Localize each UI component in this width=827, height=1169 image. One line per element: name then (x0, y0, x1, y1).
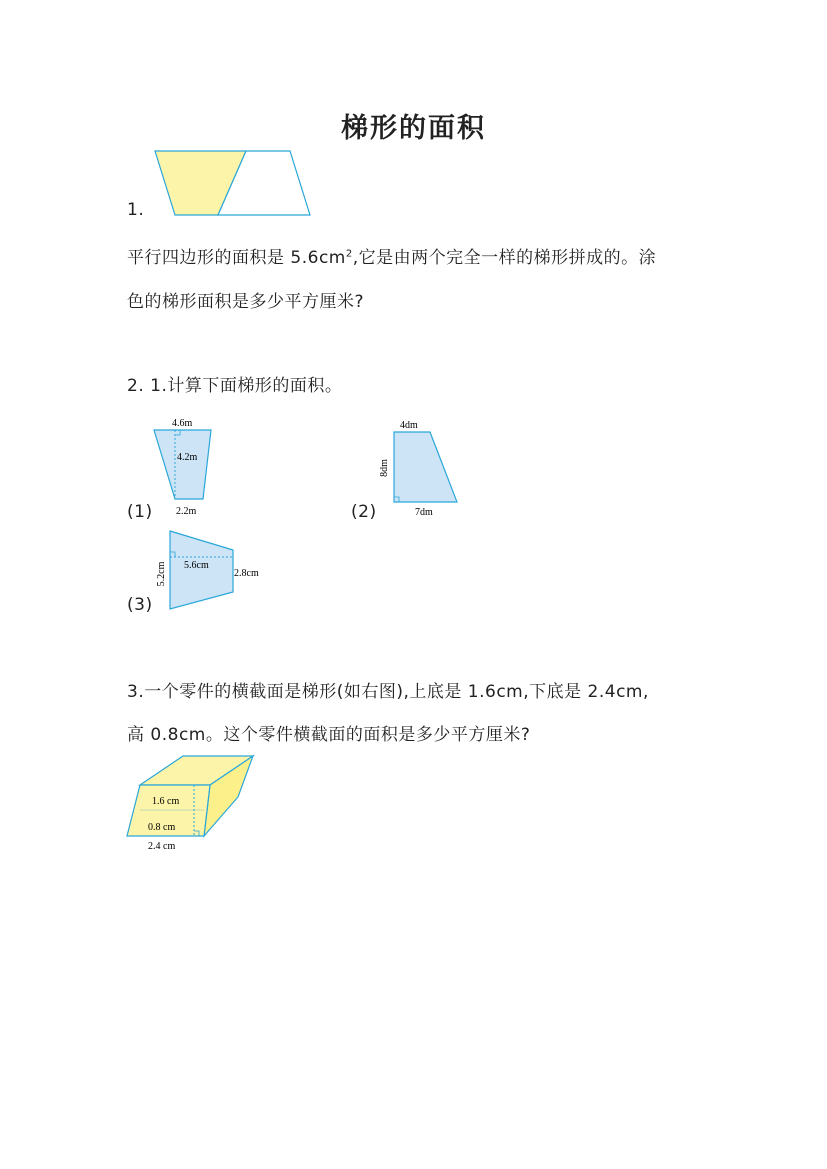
q3-prism-figure (120, 752, 260, 857)
q2-fig3-trapezoid-figure (150, 528, 270, 614)
q2-fig2-height-label: 8dm (379, 459, 390, 477)
q2-fig2-label: (2) (351, 502, 377, 522)
q2-fig1-trapezoid-figure (150, 413, 220, 521)
q3-height-label: 0.8 cm (148, 822, 176, 833)
q2-heading: 2. 1.计算下面梯形的面积。 (127, 376, 343, 396)
q2-fig1-top-label: 4.6m (172, 418, 193, 429)
q2-fig2-bottom-label: 7dm (415, 507, 433, 518)
q2-fig3-label: (3) (127, 595, 153, 615)
q2-fig2-trapezoid-figure (375, 415, 465, 521)
q3-bottom-label: 2.4 cm (148, 841, 176, 852)
q3-line1: 3.一个零件的横截面是梯形(如右图),上底是 1.6cm,下底是 2.4cm, (127, 682, 649, 702)
q1-parallelogram-figure (150, 148, 315, 220)
q1-line1: 平行四边形的面积是 $5.6cm^2$,它是由两个完全一样的梯形拼成的。涂 (127, 248, 657, 268)
q2-fig3-right-label: 2.8cm (234, 568, 259, 579)
q2-fig1-bottom-label: 2.2m (176, 506, 197, 517)
q1-line2: 色的梯形面积是多少平方厘米? (127, 292, 365, 312)
q2-fig3-height-label: 5.6cm (184, 560, 209, 571)
q3-top-label: 1.6 cm (152, 796, 180, 807)
q2-fig1-label: (1) (127, 502, 153, 522)
page-title: 梯形的面积 (341, 113, 486, 144)
q2-fig2-top-label: 4dm (400, 420, 418, 431)
q2-fig1-height-label: 4.2m (177, 452, 198, 463)
q2-fig3-left-label: 5.2cm (156, 561, 167, 587)
q1-number: 1. (127, 200, 145, 220)
q3-line2: 高 0.8cm。这个零件横截面的面积是多少平方厘米? (127, 725, 531, 745)
